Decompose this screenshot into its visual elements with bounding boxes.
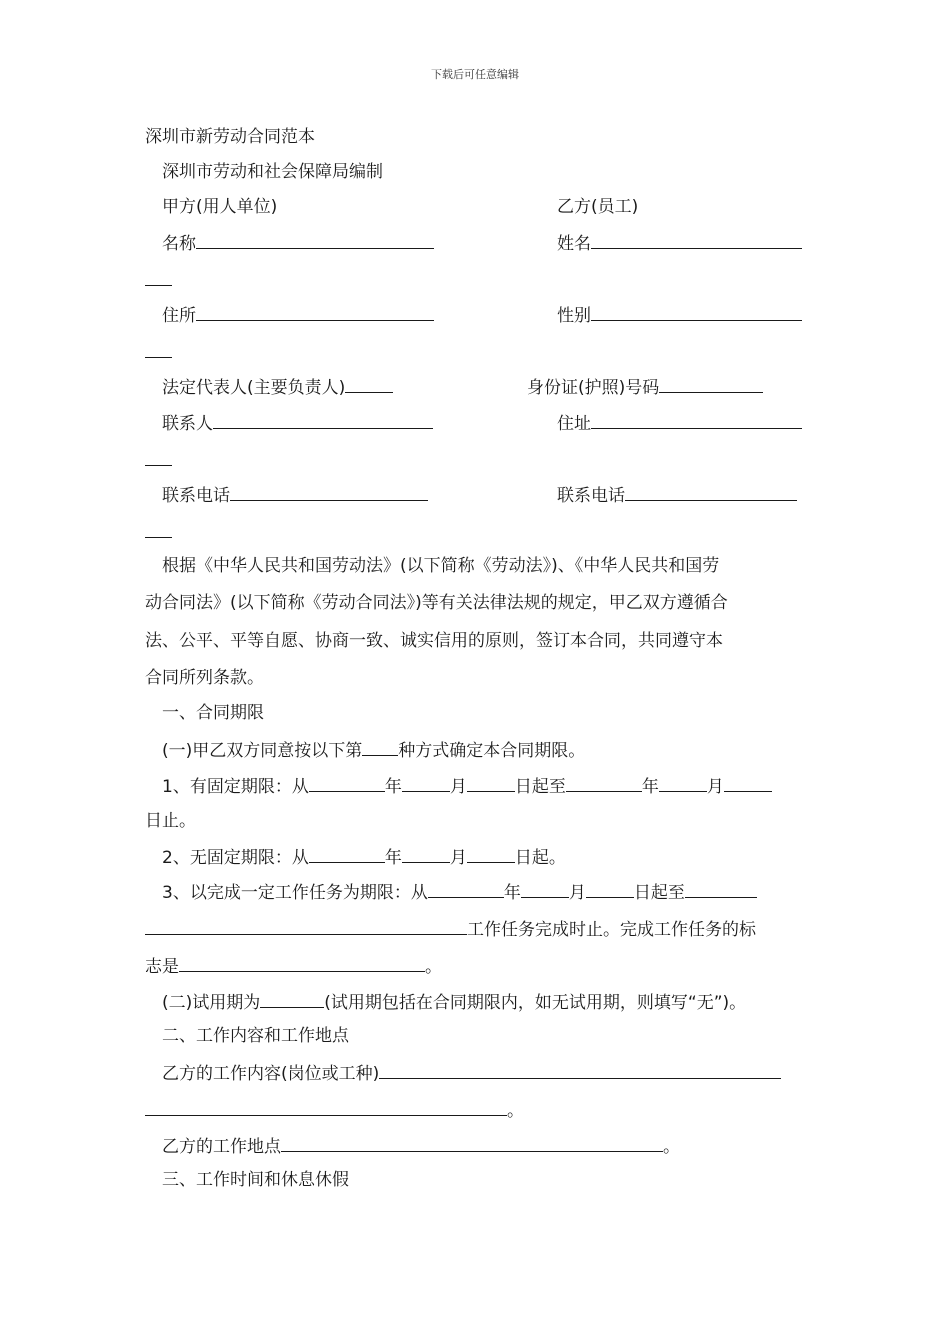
section-heading: 三、工作时间和休息休假	[162, 1170, 349, 1190]
wrap-line	[145, 340, 172, 364]
clause-method: (一)甲乙双方同意按以下第 种方式确定本合同期限。	[162, 738, 585, 762]
field-label: 住址	[557, 414, 591, 434]
preamble-line: 合同所列条款。	[145, 668, 264, 688]
document-title: 深圳市新劳动合同范本	[145, 127, 315, 147]
field-label: 法定代表人(主要负责人)	[162, 378, 346, 398]
field-label: 性别	[557, 306, 591, 326]
field-label: 联系人	[162, 414, 213, 434]
wrap-line	[145, 520, 172, 544]
option-fixed-term: 1、有固定期限：从 年 月 日起至 年 月	[162, 774, 772, 798]
section-heading: 二、工作内容和工作地点	[162, 1026, 349, 1046]
field-label: 身份证(护照)号码	[527, 378, 660, 398]
option-fixed-term-end: 日止。	[145, 811, 196, 831]
blank-line	[345, 375, 393, 393]
party-a-name-field[interactable]	[162, 231, 434, 255]
party-b-label: 乙方(员工)	[557, 197, 639, 217]
party-a-label: 甲方(用人单位)	[162, 197, 278, 217]
preamble-line: 根据《中华人民共和国劳动法》(以下简称《劳动法》)、《中华人民共和国劳	[162, 556, 720, 576]
option-task-term: 3、以完成一定工作任务为期限：从 年 月 日起至	[162, 880, 757, 904]
blank-line	[591, 231, 802, 249]
page-header: 下载后可任意编辑	[431, 68, 519, 81]
party-a-legal-rep-field[interactable]	[162, 375, 393, 399]
blank-line	[230, 483, 428, 501]
document-subtitle: 深圳市劳动和社会保障局编制	[162, 162, 383, 182]
party-b-name-field[interactable]	[557, 231, 802, 255]
party-b-address-field[interactable]	[557, 411, 802, 435]
field-label: 住所	[162, 306, 196, 326]
party-a-contact-field[interactable]	[162, 411, 433, 435]
party-a-phone-field[interactable]	[162, 483, 428, 507]
blank-line	[591, 411, 802, 429]
clause-probation: (二)试用期为 (试用期包括在合同期限内，如无试用期，则填写“无”)。	[162, 990, 746, 1014]
preamble-line: 动合同法》(以下简称《劳动合同法》)等有关法律法规的规定，甲乙双方遵循合	[145, 593, 728, 613]
party-a-address-field[interactable]	[162, 303, 434, 327]
blank-line	[659, 375, 763, 393]
party-b-id-field[interactable]	[527, 375, 763, 399]
party-b-gender-field[interactable]	[557, 303, 802, 327]
preamble-line: 法、公平、平等自愿、协商一致、诚实信用的原则，签订本合同，共同遵守本	[145, 631, 723, 651]
blank-line[interactable]	[362, 738, 398, 756]
field-label: 姓名	[557, 234, 591, 254]
blank-line	[625, 483, 797, 501]
work-place-field: 乙方的工作地点 。	[162, 1134, 680, 1158]
work-content-cont: 。	[145, 1098, 524, 1122]
wrap-line	[145, 268, 172, 292]
field-label: 联系电话	[162, 486, 230, 506]
field-label: 名称	[162, 234, 196, 254]
blank-line	[591, 303, 802, 321]
option-task-mark: 志是 。	[145, 954, 442, 978]
party-b-phone-field[interactable]	[557, 483, 797, 507]
option-open-term: 2、无固定期限：从 年 月 日起。	[162, 845, 566, 869]
blank-line	[196, 231, 434, 249]
blank-line	[213, 411, 433, 429]
option-task-term-cont: 工作任务完成时止。完成工作任务的标	[145, 917, 756, 941]
section-heading: 一、合同期限	[162, 703, 264, 723]
field-label: 联系电话	[557, 486, 625, 506]
wrap-line	[145, 448, 172, 472]
work-content-field: 乙方的工作内容(岗位或工种)	[162, 1061, 781, 1085]
blank-line	[196, 303, 434, 321]
